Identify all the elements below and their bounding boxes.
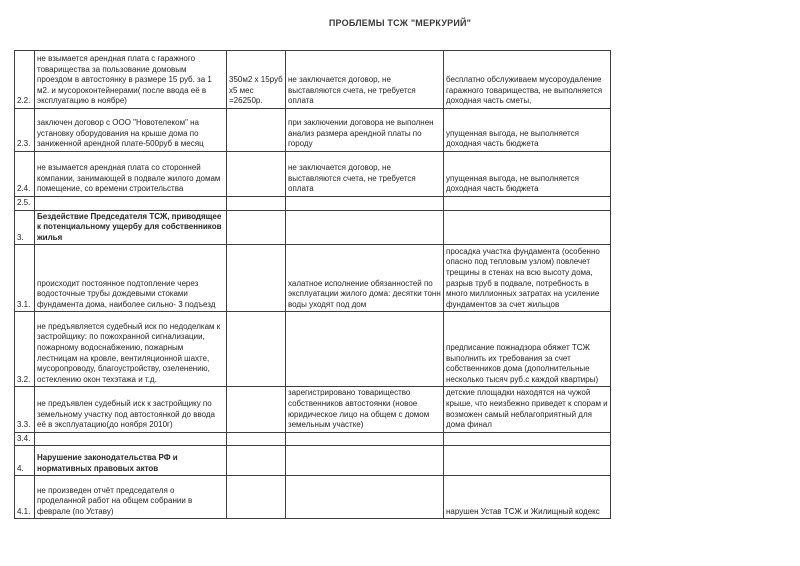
- status-cell: зарегистрировано товарищество собственников автостоянки (новое юридическое лицо на общем с домом земельным участке): [286, 387, 444, 432]
- status-cell: [286, 312, 444, 387]
- table-row-section-header: [15, 210, 611, 245]
- problem-cell: не произведен отчёт председателя о проделанной работ на общем собрании в феврале (по Уставу): [35, 476, 227, 519]
- amount-cell: [227, 152, 286, 197]
- status-cell: при заключении договора не выполнен анализ размера арендной платы по городу: [286, 109, 444, 152]
- row-number-cell: 2.5.: [15, 197, 35, 211]
- table-row: [15, 432, 611, 446]
- row-number-cell: 2.3.: [15, 109, 35, 152]
- row-number-cell: 3.4.: [15, 432, 35, 446]
- status-cell: [286, 432, 444, 446]
- amount-cell: [227, 312, 286, 387]
- table-row: [15, 476, 611, 519]
- consequence-cell: [444, 210, 611, 245]
- table-row: [15, 312, 611, 387]
- amount-cell: 350м2 х 15руб х5 мес =26250р.: [227, 51, 286, 109]
- consequence-cell: просадка участка фундамента (особенно опасно под тепловым узлом) повлечет трещины в стенах на всю высоту дома, разрыв труб в подвале, потребность в много миллионных затратах на усиление фундаментов за счет жильцов: [444, 245, 611, 312]
- amount-cell: [227, 109, 286, 152]
- table-row: [15, 109, 611, 152]
- problem-cell: Бездействие Председателя ТСЖ, приводящее к потенциальному ущербу для собственников жилья: [35, 210, 227, 245]
- table-row: [15, 387, 611, 432]
- consequence-cell: упущенная выгода, не выполняется доходная часть бюджета: [444, 152, 611, 197]
- problem-cell: [35, 197, 227, 211]
- status-cell: не заключается договор, не выставляются счета, не требуется оплата: [286, 51, 444, 109]
- table-row: [15, 245, 611, 312]
- table-row: [15, 197, 611, 211]
- amount-cell: [227, 210, 286, 245]
- row-number-cell: 4.: [15, 446, 35, 476]
- row-number-cell: 3.: [15, 210, 35, 245]
- amount-cell: [227, 197, 286, 211]
- row-number-cell: 3.1.: [15, 245, 35, 312]
- status-cell: халатное исполнение обязанностей по эксплуатации жилого дома: десятки тонн воды уходят под дом: [286, 245, 444, 312]
- status-cell: [286, 476, 444, 519]
- consequence-cell: [444, 197, 611, 211]
- consequence-cell: предписание пожнадзора обяжет ТСЖ выполнить их требования за счет собственников дома (дополнительные несколько тысяч руб.с каждой квартиры): [444, 312, 611, 387]
- problem-cell: не предъявляется судебный иск по недоделкам к застройщику: по пожохранной сигнализации, пожарному водоснабжению, пожарным лестницам на кровле, вентиляционной шахте, мусоропроводу, благоустройству, озеленению, остеклению окон техэтажа и т.д.: [35, 312, 227, 387]
- problem-cell: Нарушение законодательства РФ и нормативных правовых актов: [35, 446, 227, 476]
- row-number-cell: 4.1.: [15, 476, 35, 519]
- status-cell: [286, 210, 444, 245]
- table-row: [15, 152, 611, 197]
- problem-cell: происходит постоянное подтопление через водосточные трубы дождевыми стоками фундамента дома, наиболее сильно- 3 подъезд: [35, 245, 227, 312]
- problem-cell: заключен договор с ООО "Новотелеком" на установку оборудования на крыше дома по заниженной арендной плате-500руб в месяц: [35, 109, 227, 152]
- status-cell: не заключается договор, не выставляются счета, не требуется оплата: [286, 152, 444, 197]
- amount-cell: [227, 387, 286, 432]
- amount-cell: [227, 446, 286, 476]
- row-number-cell: 2.4.: [15, 152, 35, 197]
- amount-cell: [227, 245, 286, 312]
- table-row-section-header: [15, 446, 611, 476]
- problem-cell: не взымается арендная плата со сторонней компании, занимающей в подвале жилого домам помещение, со времени строительства: [35, 152, 227, 197]
- table-row: [15, 51, 611, 109]
- consequence-cell: детские площадки находятся на чужой крыше, что неизбежно приведет к спорам и возможен самый неблагоприятный для дома финал: [444, 387, 611, 432]
- row-number-cell: 3.3.: [15, 387, 35, 432]
- row-number-cell: 3.2.: [15, 312, 35, 387]
- problem-cell: [35, 432, 227, 446]
- consequence-cell: [444, 432, 611, 446]
- consequence-cell: нарушен Устав ТСЖ и Жилищный кодекс: [444, 476, 611, 519]
- problem-cell: не предъявлен судебный иск к застройщику по земельному участку под автостоянкой до ввода её в эксплуатацию(до ноября 2010г): [35, 387, 227, 432]
- document-title: ПРОБЛЕМЫ ТСЖ "МЕРКУРИЙ": [328, 18, 472, 28]
- status-cell: [286, 446, 444, 476]
- status-cell: [286, 197, 444, 211]
- problem-cell: не взымается арендная плата с гаражного товарищества за пользование домовым проездом в автостоянку в размере 15 руб. за 1 м2. и мусороконтейнерами( после ввода её в эксплуатацию в ноябре): [35, 51, 227, 109]
- amount-cell: [227, 476, 286, 519]
- consequence-cell: упущенная выгода, не выполняется доходная часть бюджета: [444, 109, 611, 152]
- problems-table: [14, 50, 611, 519]
- amount-cell: [227, 432, 286, 446]
- consequence-cell: бесплатно обслуживаем мусороудаление гаражного товарищества, не выполняется доходная часть сметы,: [444, 51, 611, 109]
- consequence-cell: [444, 446, 611, 476]
- row-number-cell: 2.2.: [15, 51, 35, 109]
